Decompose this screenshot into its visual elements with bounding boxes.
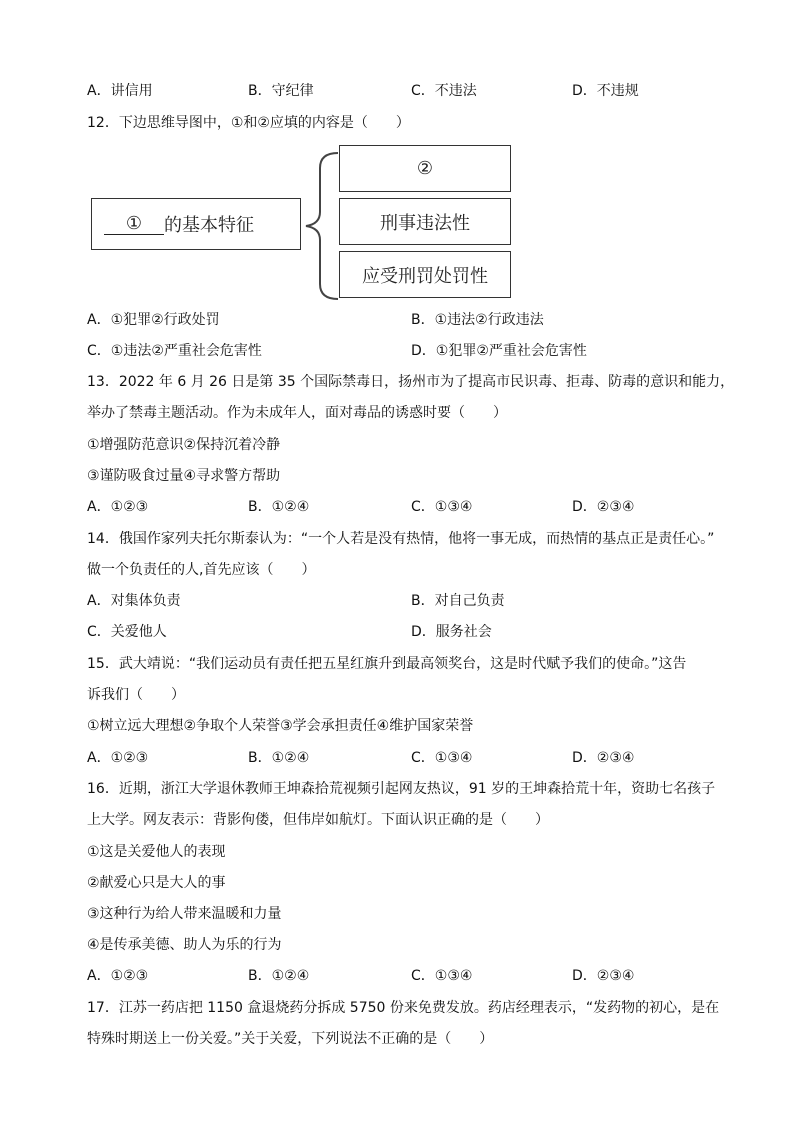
q13-statement-2: ③谨防吸食过量④寻求警方帮助 <box>87 468 281 484</box>
q15-stem-line-2: 诉我们（ ） <box>87 687 185 703</box>
q13-option-c: C．①③④ <box>411 499 473 515</box>
q16-statement-4: ④是传承美德、助人为乐的行为 <box>87 937 282 953</box>
q11-option-b: B．守纪律 <box>248 83 314 99</box>
q13-option-b: B．①②④ <box>248 499 310 515</box>
q12-option-b: B．①违法②行政违法 <box>411 312 544 328</box>
mind-map-branch-3: 应受刑罚处罚性 <box>339 251 511 298</box>
q16-stem-line-1: 16．近期，浙江大学退休教师王坤森拾荒视频引起网友热议，91 岁的王坤森拾荒十年，资助七名孩子 <box>87 781 716 797</box>
q15-option-c: C．①③④ <box>411 750 473 766</box>
q12-stem: 12．下边思维导图中，①和②应填的内容是（ ） <box>87 115 410 131</box>
q16-statement-3: ③这种行为给人带来温暖和力量 <box>87 906 282 922</box>
q12-option-c: C．①违法②严重社会危害性 <box>87 343 262 359</box>
main-node-label: 的基本特征 <box>164 215 254 236</box>
q11-option-d: D．不违规 <box>572 83 639 99</box>
main-node-blank: ① <box>104 213 164 235</box>
q17-stem-line-2: 特殊时期送上一份关爱。”关于关爱，下列说法不正确的是（ ） <box>87 1031 494 1047</box>
q14-option-c: C．关爱他人 <box>87 624 167 640</box>
q16-statement-2: ②献爱心只是大人的事 <box>87 875 226 891</box>
q14-option-a: A．对集体负责 <box>87 593 181 609</box>
mind-map-branch-1: ② <box>339 145 511 192</box>
q14-stem-line-2: 做一个负责任的人,首先应该（ ） <box>87 562 316 578</box>
q16-option-a: A．①②③ <box>87 968 149 984</box>
q14-stem-line-1: 14．俄国作家列夫托尔斯泰认为：“一个人若是没有热情，他将一事无成，而热情的基点正是责任心。” <box>87 531 715 547</box>
q14-option-b: B．对自己负责 <box>411 593 505 609</box>
q13-stem-line-2: 举办了禁毒主题活动。作为未成年人，面对毒品的诱惑时要（ ） <box>87 405 507 421</box>
q13-stem-line-1: 13．2022 年 6 月 26 日是第 35 个国际禁毒日，扬州市为了提高市民识毒、拒毒、防毒的意识和能力， <box>87 374 735 390</box>
q11-option-a: A．讲信用 <box>87 83 153 99</box>
q16-stem-line-2: 上大学。网友表示：背影佝偻，但伟岸如航灯。下面认识正确的是（ ） <box>87 812 549 828</box>
q13-option-a: A．①②③ <box>87 499 149 515</box>
q16-option-c: C．①③④ <box>411 968 473 984</box>
mind-map-brace <box>302 150 342 302</box>
q13-option-d: D．②③④ <box>572 499 635 515</box>
q14-option-d: D．服务社会 <box>411 624 492 640</box>
mind-map-branch-2: 刑事违法性 <box>339 198 511 245</box>
q16-statement-1: ①这是关爱他人的表现 <box>87 844 226 860</box>
q17-stem-line-1: 17．江苏一药店把 1150 盒退烧药分拆成 5750 份来免费发放。药店经理表示，“发药物的初心，是在 <box>87 1000 720 1016</box>
q15-statement-1: ①树立远大理想②争取个人荣誉③学会承担责任④维护国家荣誉 <box>87 718 474 734</box>
q15-option-d: D．②③④ <box>572 750 635 766</box>
q16-option-b: B．①②④ <box>248 968 310 984</box>
q15-stem-line-1: 15．武大靖说：“我们运动员有责任把五星红旗升到最高领奖台，这是时代赋予我们的使命。”这告 <box>87 656 687 672</box>
q15-option-a: A．①②③ <box>87 750 149 766</box>
q12-option-a: A．①犯罪②行政处罚 <box>87 312 220 328</box>
q15-option-b: B．①②④ <box>248 750 310 766</box>
q16-option-d: D．②③④ <box>572 968 635 984</box>
q12-option-d: D．①犯罪②严重社会危害性 <box>411 343 587 359</box>
mind-map-main-node <box>91 198 301 250</box>
q13-statement-1: ①增强防范意识②保持沉着冷静 <box>87 437 281 453</box>
q11-option-c: C．不违法 <box>411 83 477 99</box>
